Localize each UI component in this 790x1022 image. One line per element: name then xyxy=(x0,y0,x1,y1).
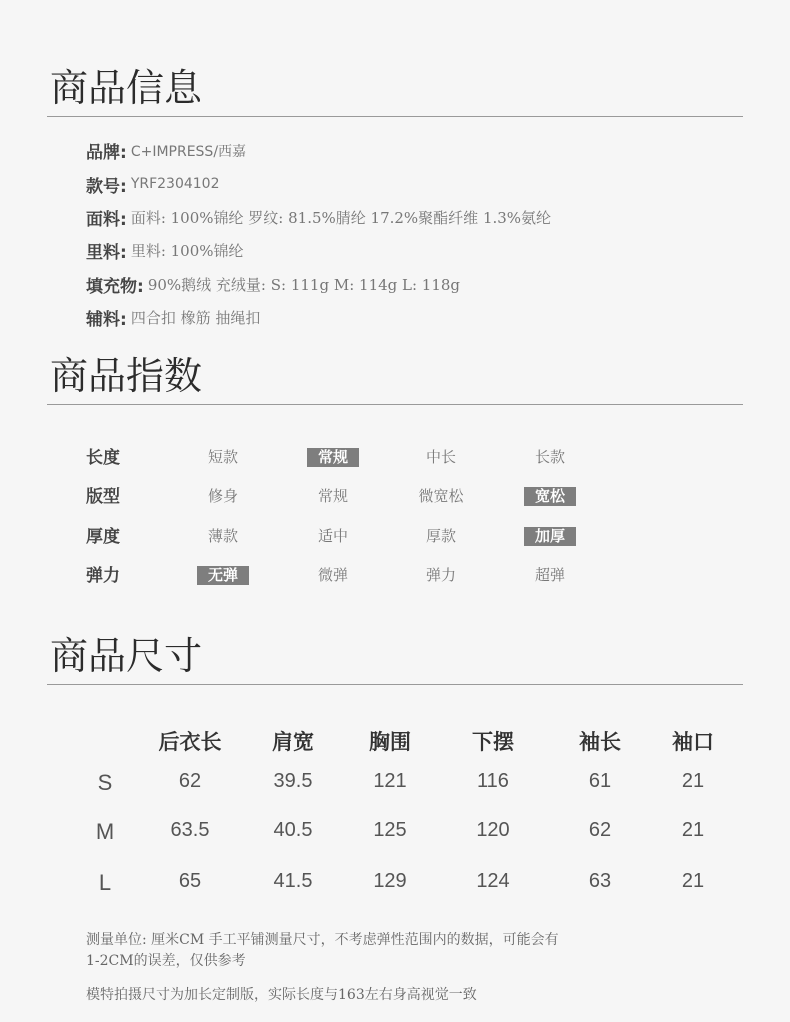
info-value: YRF2304102 xyxy=(130,176,220,193)
size-table-cell: 124 xyxy=(476,870,510,892)
size-table-cell: 41.5 xyxy=(273,870,313,892)
size-column-header: 下摆 xyxy=(472,731,514,754)
info-key: 面料: xyxy=(86,209,127,230)
index-row-label: 长度 xyxy=(86,448,120,468)
index-option: 弹力 xyxy=(425,566,456,584)
index-option-selected: 常规 xyxy=(307,448,359,467)
size-table-cell: 40.5 xyxy=(273,819,313,841)
section-title-index: 商品指数 xyxy=(50,354,203,398)
size-column-header: 袖口 xyxy=(672,731,714,754)
index-row xyxy=(86,446,686,470)
size-table-cell: 21 xyxy=(681,770,705,792)
index-option-selected: 宽松 xyxy=(524,487,576,506)
size-table-cell: 61 xyxy=(588,770,612,792)
size-table-cell: 62 xyxy=(588,819,612,841)
info-row-fabric xyxy=(86,201,726,234)
product-info-section xyxy=(47,64,743,331)
measurement-note-line2: 1-2CM的误差，仅供参考 xyxy=(86,953,246,969)
info-key: 里料: xyxy=(86,243,127,264)
index-option: 长款 xyxy=(534,448,565,466)
info-row-lining xyxy=(86,234,726,267)
index-row xyxy=(86,564,686,588)
info-key: 填充物: xyxy=(86,276,144,297)
index-option: 厚款 xyxy=(425,527,456,545)
info-row-filling xyxy=(86,268,726,301)
product-index-section xyxy=(47,352,743,586)
index-option: 中长 xyxy=(425,448,456,466)
index-option: 微宽松 xyxy=(418,487,464,505)
index-option: 短款 xyxy=(207,448,238,466)
divider xyxy=(47,116,743,117)
size-table-cell: 65 xyxy=(178,870,202,892)
info-value: 里料: 100%锦纶 xyxy=(130,242,244,261)
measurement-note xyxy=(86,930,559,972)
size-table-cell: 120 xyxy=(476,819,510,841)
size-table-cell: 62 xyxy=(178,770,202,792)
size-row-label: M xyxy=(95,819,115,844)
info-key: 辅料: xyxy=(86,310,127,331)
size-table-cell: 129 xyxy=(373,870,407,892)
section-title-size: 商品尺寸 xyxy=(50,634,203,678)
info-key: 品牌: xyxy=(86,143,127,164)
size-table-cell: 63 xyxy=(588,870,612,892)
product-size-section xyxy=(47,632,743,895)
index-option-selected: 无弹 xyxy=(197,566,249,585)
info-list xyxy=(86,134,726,334)
index-row xyxy=(86,485,686,509)
section-title-info: 商品信息 xyxy=(50,66,203,110)
size-column-header: 袖长 xyxy=(579,731,621,754)
info-value: 四合扣 橡筋 抽绳扣 xyxy=(130,309,261,328)
divider xyxy=(47,684,743,685)
index-option: 常规 xyxy=(317,487,348,505)
info-row-brand xyxy=(86,134,726,167)
index-option: 适中 xyxy=(317,527,348,545)
index-option: 微弹 xyxy=(317,566,348,584)
size-column-header: 胸围 xyxy=(369,731,411,754)
index-option-selected: 加厚 xyxy=(524,527,576,546)
divider xyxy=(47,404,743,405)
index-option: 修身 xyxy=(207,487,238,505)
size-table-cell: 63.5 xyxy=(170,819,210,841)
index-row xyxy=(86,525,686,549)
size-table-cell: 121 xyxy=(373,770,407,792)
info-value: C+IMPRESS/西嘉 xyxy=(130,143,247,160)
measurement-note-line1: 测量单位: 厘米CM 手工平铺测量尺寸，不考虑弹性范围内的数据，可能会有 xyxy=(86,932,559,948)
index-row-label: 厚度 xyxy=(86,527,120,547)
info-row-accessories xyxy=(86,301,726,334)
size-table-cell: 39.5 xyxy=(273,770,313,792)
model-note: 模特拍摄尺寸为加长定制版，实际长度与163左右身高视觉一致 xyxy=(86,987,477,1003)
size-table-cell: 125 xyxy=(373,819,407,841)
size-table-cell: 116 xyxy=(477,770,509,792)
size-column-header: 后衣长 xyxy=(158,731,222,754)
info-row-style-number xyxy=(86,167,726,200)
index-option: 薄款 xyxy=(207,527,238,545)
info-key: 款号: xyxy=(86,176,127,197)
info-value: 90%鹅绒 充绒量: S: 111g M: 114g L: 118g xyxy=(147,275,461,294)
size-column-header: 肩宽 xyxy=(272,731,314,754)
index-option: 超弹 xyxy=(534,566,565,584)
index-row-label: 版型 xyxy=(86,487,120,507)
size-table-cell: 21 xyxy=(681,819,705,841)
info-value: 面料: 100%锦纶 罗纹: 81.5%腈纶 17.2%聚酯纤维 1.3%氨纶 xyxy=(130,208,552,227)
size-row-label: L xyxy=(98,870,112,895)
size-row-label: S xyxy=(97,770,113,795)
index-row-label: 弹力 xyxy=(86,566,120,586)
size-table-cell: 21 xyxy=(681,870,705,892)
